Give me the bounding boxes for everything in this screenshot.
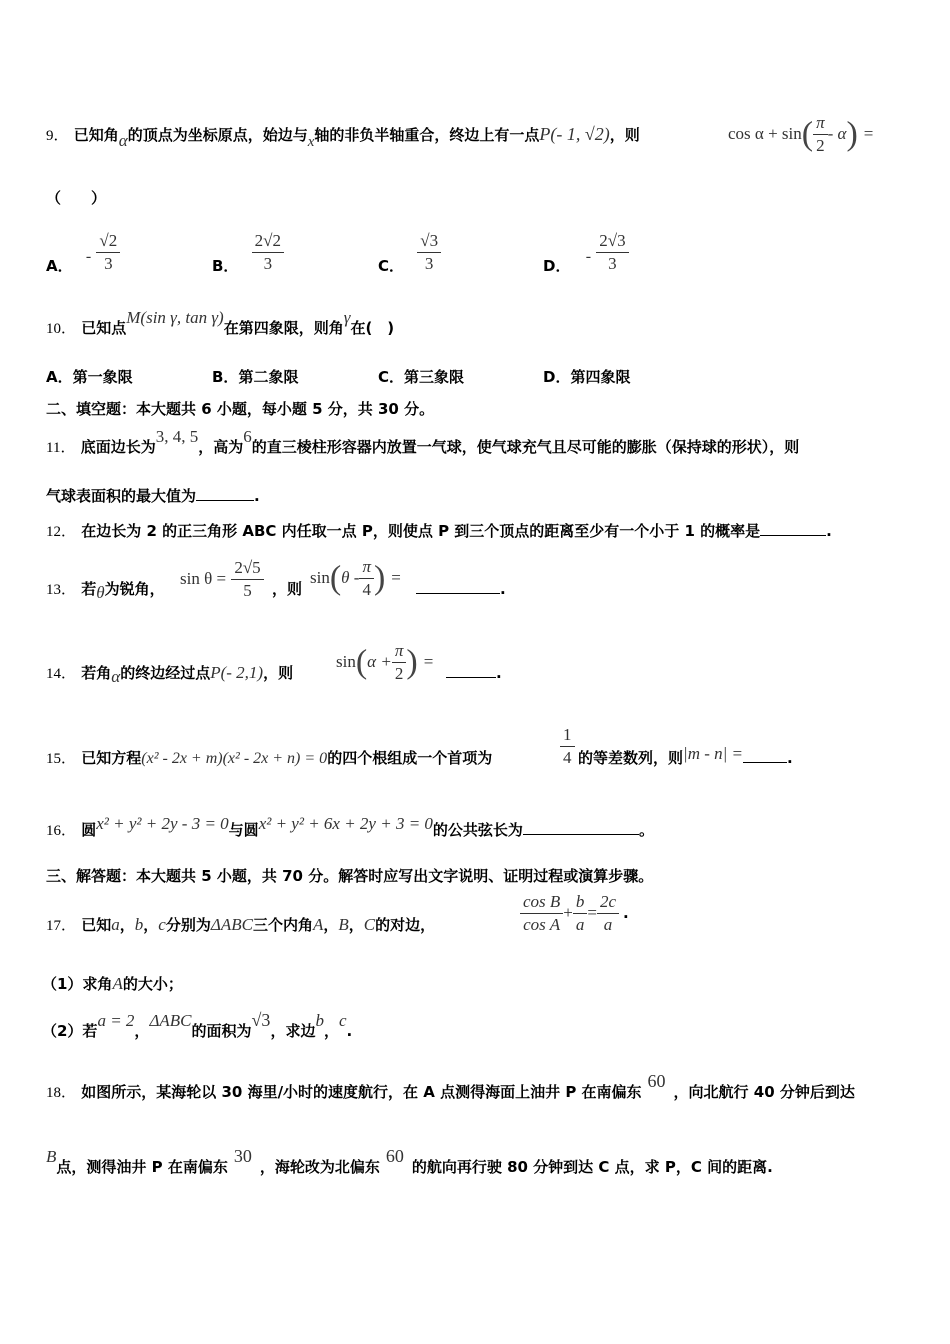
q11-answer-blank[interactable] (196, 486, 254, 501)
q14-point: P(- 2,1) (210, 663, 264, 682)
q17-stem: 17． 已知a，b，c分别为ΔABC三个内角A，B，C的对边， (46, 915, 436, 934)
q13-then: ，则 (272, 580, 303, 598)
q13-stem: 13． 若θ为锐角， (46, 580, 165, 602)
q13-expression: sin(θ - $\frac{\pi}{4}$ ) = (310, 557, 401, 599)
q17-equation: $\frac{\text{cos B}}{\text{cos A}}$ + $\frac{b}{a}$ = $\frac{2c}{a}$ . (520, 891, 629, 936)
section-2-heading: 二、填空题：本大题共 6 小题，每小题 5 分，共 30 分。 (46, 400, 435, 418)
q13-answer-blank[interactable] (416, 579, 500, 594)
q17-part-2: （2）若a = 2，ΔABC的面积为√3，求边b，c. (42, 1010, 353, 1040)
q13-answer: . (416, 579, 506, 599)
q9-number: 9． (46, 128, 69, 144)
q16-circle-1: x² + y² + 2y - 3 = 0 (96, 814, 229, 833)
q15-fraction: $\frac{1}{4}$ (560, 724, 575, 769)
q15-equation: (x² - 2x + m)(x² - 2x + n) = 0 (141, 750, 328, 767)
q10-stem: 10． 已知点M(sin γ, tan γ)在第四象限，则角γ在( ) (46, 308, 395, 337)
q10-point: M(sin γ, tan γ) (126, 308, 224, 327)
q10-option-b[interactable]: B．第二象限 (212, 368, 299, 386)
q11-continuation: 气球表面积的最大值为 . (46, 487, 260, 505)
q10-option-c[interactable]: C．第三象限 (378, 368, 465, 386)
q9-answer-paren: （ ） (46, 189, 107, 207)
q12-answer-blank[interactable] (760, 521, 826, 536)
q13-given: sin θ = $\frac{2√5}{5}$ (180, 557, 264, 602)
q15-tail: 的等差数列，则|m - n| = . (578, 744, 793, 767)
q18-stem: 18． 如图所示，某海轮以 30 海里/小时的速度航行，在 A 点测得海面上油井 P 在南偏东60，向北航行 40 分钟后到达 (46, 1071, 855, 1101)
q18-continuation: B点，测得油井 P 在南偏东30，海轮改为北偏东60的航向再行驶 80 分钟到达 C 点，求 P，C 间的距离. (46, 1146, 773, 1176)
q16-circle-2: x² + y² + 6x + 2y + 3 = 0 (258, 814, 433, 833)
q10-option-d[interactable]: D．第四象限 (543, 368, 631, 386)
q11-stem: 11． 底面边长为3, 4, 5，高为6的直三棱柱形容器内放置一气球，使气球充气且尽可能的膨胀（保持球的形状），则 (46, 427, 800, 456)
q12-stem: 12． 在边长为 2 的正三角形 ABC 内任取一点 P，则使点 P 到三个顶点的距离至少有一个小于 1 的概率是 . (46, 522, 832, 540)
q15-stem: 15． 已知方程(x² - 2x + m)(x² - 2x + n) = 0的四个根组成一个首项为 (46, 749, 493, 767)
q9-point: P(- 1, √2) (539, 124, 610, 144)
q9-expression: cos α + sin( $\frac{\pi}{2}$ - α) = (728, 113, 874, 155)
q9-option-d[interactable]: D． - $\frac{2√3}{3}$ (543, 230, 629, 275)
q16-answer-blank[interactable] (523, 820, 639, 835)
q14-stem: 14． 若角α的终边经过点P(- 2,1)，则 (46, 663, 294, 686)
q14-answer: . (446, 663, 502, 683)
section-3-heading: 三、解答题：本大题共 5 小题，共 70 分。解答时应写出文字说明、证明过程或演算步骤。 (46, 867, 654, 885)
q9-option-c[interactable]: C． $\frac{√3}{3}$ (378, 230, 441, 275)
q9-option-a[interactable]: A． - $\frac{√2}{3}$ (46, 230, 120, 275)
q9-stem: 9． 已知角α的顶点为坐标原点，始边与x轴的非负半轴重合，终边上有一点P(- 1, √2)，则 (46, 124, 640, 150)
q14-expression: sin(α + $\frac{\pi}{2}$ ) = (336, 641, 434, 683)
q10-option-a[interactable]: A．第一象限 (46, 368, 133, 386)
q16-stem: 16． 圆x² + y² + 2y - 3 = 0与圆x² + y² + 6x + 2y + 3 = 0的公共弦长为 。 (46, 814, 654, 839)
q14-answer-blank[interactable] (446, 663, 496, 678)
q9-option-b[interactable]: B． $\frac{2√2}{3}$ (212, 230, 284, 275)
q17-part-1: （1）求角A的大小； (42, 974, 183, 993)
q15-answer-blank[interactable] (743, 748, 787, 763)
